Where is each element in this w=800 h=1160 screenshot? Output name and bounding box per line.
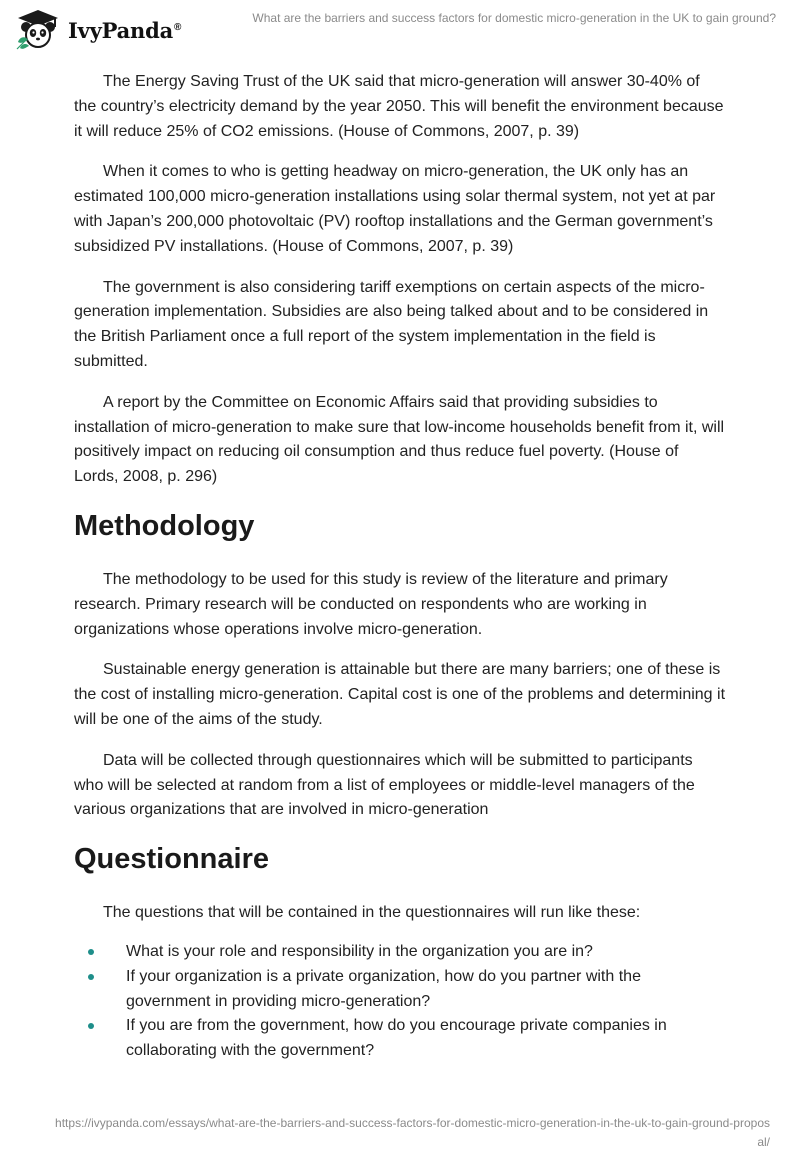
methodology-heading: Methodology [74, 509, 255, 542]
source-url[interactable]: https://ivypanda.com/essays/what-are-the-barriers-and-success-factors-for-domestic-micro-generation-in-the-uk-to-gain-ground-proposal/ [55, 1116, 770, 1149]
document-body [74, 70, 726, 1064]
paragraph: The questions that will be contained in the questionnaires will run like these: [103, 904, 641, 922]
paragraph: The government is also considering tariff exemptions on certain aspects of the micro-generation implementation. Subsidies are also being talked about and to be considered in the British Parliament once a full report of the system implementation in the field is submitted. [74, 278, 709, 370]
paragraph: A report by the Committee on Economic Affairs said that providing subsidies to installation of micro-generation to make sure that low-income households benefit from it, will positively impact on reducing oil consumption and thus reduce fuel poverty. (House of Lords, 2008, p. 296) [74, 393, 725, 486]
registered-mark: ® [174, 21, 182, 33]
question-text: What is your role and responsibility in the organization you are in? [126, 942, 593, 960]
page-header [0, 0, 800, 60]
panda-graduate-icon [14, 8, 62, 52]
paragraph: The Energy Saving Trust of the UK said that micro-generation will answer 30-40% of the country’s electricity demand by the year 2050. This will benefit the environment because it will reduce 25% of CO2 emissions. (House of Commons, 2007, p. 39) [74, 73, 724, 140]
bullet-icon [88, 1023, 94, 1029]
bullet-icon [88, 974, 94, 980]
paragraph: When it comes to who is getting headway on micro-generation, the UK only has an estimated 100,000 micro-generation installations using solar thermal system, not yet at par with Japan’s 200,000 photovoltaic (PV) rooftop installations and the German government’s subsidized PV installations. (House of Commons, 2007, p. 39) [74, 163, 716, 255]
list-item [74, 965, 726, 1015]
list-item [74, 940, 726, 965]
paragraph: Sustainable energy generation is attainable but there are many barriers; one of these is the cost of installing micro-generation. Capital cost is one of the problems and determining it will be one of the aims of the study. [74, 661, 726, 728]
question-list [74, 940, 726, 1064]
question-text: If your organization is a private organization, how do you partner with the government in providing micro-generation? [126, 967, 641, 1010]
bullet-icon [88, 949, 94, 955]
paragraph: Data will be collected through questionnaires which will be submitted to participants who will be selected at random from a list of employees or middle-level managers of the various organizations that are involved in micro-generation [74, 751, 695, 819]
questionnaire-heading: Questionnaire [74, 843, 269, 876]
document-title: What are the barriers and success factors for domestic micro-generation in the UK to gain ground? [252, 11, 776, 25]
paragraph: The methodology to be used for this study is review of the literature and primary research. Primary research will be conducted on respondents who are working in organizations whose operations involve micro-generation. [74, 570, 668, 638]
question-text: If you are from the government, how do you encourage private companies in collaborating with the government? [126, 1017, 667, 1060]
ivypanda-logo[interactable] [14, 8, 181, 52]
list-item [74, 1014, 726, 1064]
brand-name: IvyPanda® [68, 17, 182, 43]
